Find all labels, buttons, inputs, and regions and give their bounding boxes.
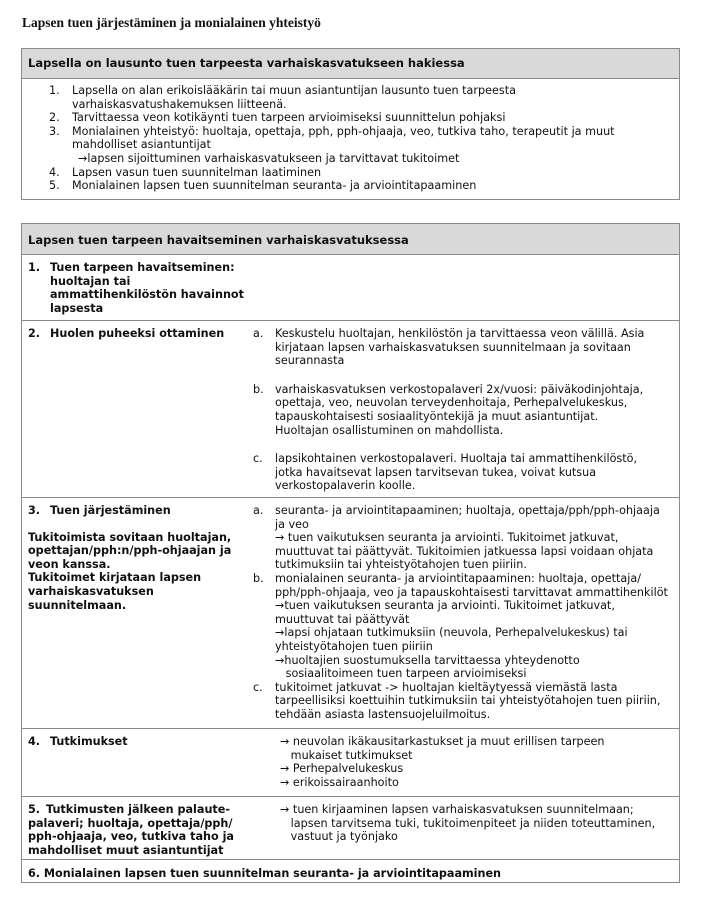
- arrow-line: vastuut ja työnjako: [280, 830, 398, 844]
- support-need-table: [21, 223, 680, 883]
- item-line: → tuen vaikutuksen seuranta ja arviointi. Tukitoimet jatkuvat,: [275, 531, 619, 545]
- list-number: 3.: [49, 124, 60, 138]
- table-row: [22, 860, 679, 888]
- list-text: Lapsen vasun tuen suunnitelman laatiminen: [72, 165, 322, 179]
- row-title-line: palaveri; huoltaja, opettaja/pph/: [28, 816, 233, 830]
- list-text: mahdolliset asiantuntijat: [72, 138, 211, 152]
- list-item: [22, 111, 679, 125]
- diagnosis-box-header: Lapsella on lausunto tuen tarpeesta varhaiskasvatukseen hakiessa: [22, 49, 679, 79]
- item-letter: a.: [253, 504, 264, 517]
- list-number: 1.: [49, 84, 60, 97]
- item-line: seurannasta: [275, 354, 345, 368]
- item-line: lapsikohtainen verkostopalaveri. Huoltaja tai ammattihenkilöstö,: [275, 452, 638, 466]
- row-number: 5.: [28, 803, 41, 816]
- row-number: 2.: [28, 327, 41, 340]
- list-number: 2.: [49, 111, 60, 125]
- list-sub-item: [22, 152, 679, 166]
- row-content: [253, 327, 677, 493]
- lettered-item: [253, 383, 677, 437]
- item-line: tukitoimet jatkuvat -> huoltajan kieltäytyessä viemästä lasta: [275, 680, 618, 694]
- table-row: [22, 321, 679, 498]
- list-text: →lapsen sijoittuminen varhaiskasvatukseen ja tarvittavat tukitoimet: [78, 151, 460, 165]
- table-row: [22, 498, 679, 729]
- row-desc-line: Tukitoimet kirjataan lapsen: [28, 571, 202, 585]
- arrow-line: mukaiset tutkimukset: [280, 748, 413, 762]
- item-line: yhteistyötahojen tuen piiriin: [275, 639, 433, 653]
- row-title-text: 6. Monialainen lapsen tuen suunnitelman seuranta- ja arviointitapaaminen: [28, 867, 502, 880]
- item-line: tarpeellisiksi koettuihin tutkimuksiin tai yhteistyötahojen tuen piiriin,: [275, 694, 661, 708]
- item-line: pph/pph-ohjaaja, veo ja tapauskohtaisesti tarvittavat ammattihenkilöt: [275, 585, 668, 599]
- item-line: jotka havaitsevat lapsen tarvitsevan tukea, voivat kutsua: [275, 465, 597, 479]
- list-item: [22, 84, 679, 111]
- row-content: [280, 735, 701, 789]
- item-line: →tuen vaikutuksen seuranta ja arviointi. Tukitoimet jatkuvat,: [275, 599, 615, 613]
- item-line: monialainen seuranta- ja arviointitapaaminen: huoltaja, opettaja/: [275, 571, 642, 585]
- row-desc-line: veon kanssa.: [28, 557, 111, 571]
- arrow-line: → tuen kirjaaminen lapsen varhaiskasvatuksen suunnitelmaan;: [280, 803, 634, 816]
- arrow-line: lapsen tarvitsema tuki, tukitoimenpiteet ja niiden toteuttaminen,: [280, 816, 656, 830]
- row-title-line: ammattihenkilöstön havainnot: [50, 288, 244, 302]
- list-item: [22, 166, 679, 180]
- item-line: tutkimuksiin tai yhteistyötahojen tuen piiriin.: [275, 558, 527, 572]
- item-line: Huoltajan osallistuminen on mahdollista.: [275, 423, 504, 437]
- arrow-line: → Perhepalvelukeskus: [280, 762, 404, 776]
- row-desc-line: varhaiskasvatuksen suunnitelmaan.: [28, 584, 154, 612]
- item-line: tehdään asiasta lastensuojeluilmoitus.: [275, 707, 491, 721]
- item-line: seuranta- ja arviointitapaaminen; huoltaja, opettaja/pph/pph-ohjaaja: [275, 504, 660, 517]
- row-number: 4.: [28, 735, 41, 748]
- item-letter: b.: [253, 382, 264, 396]
- item-line: verkostopalaverin koolle.: [275, 479, 416, 493]
- row-title-text: Tutkimukset: [49, 735, 128, 748]
- item-letter: a.: [253, 327, 264, 340]
- row-title-line: Tuen tarpeen havaitseminen:: [50, 261, 235, 274]
- list-number: 5.: [49, 179, 60, 193]
- row-title-text: Huolen puheeksi ottaminen: [50, 327, 225, 340]
- lettered-item: [253, 327, 677, 368]
- document-title: Lapsen tuen järjestäminen ja monialainen yhteistyö: [22, 15, 321, 30]
- row-description: [28, 531, 243, 613]
- item-line: →lapsi ohjataan tutkimuksiin (neuvola, Perhepalvelukeskus) tai: [275, 626, 628, 640]
- row-title-text: Tuen järjestäminen: [50, 504, 171, 517]
- list-item: [22, 125, 679, 152]
- row-number: 3.: [28, 504, 41, 517]
- row-title-line: lapsesta: [50, 301, 104, 315]
- item-letter: c.: [253, 680, 263, 694]
- list-item: [22, 179, 679, 193]
- item-letter: c.: [253, 452, 263, 466]
- table-row: [22, 729, 679, 797]
- row-title: [28, 327, 265, 341]
- item-letter: b.: [253, 571, 264, 585]
- lettered-item: [253, 452, 677, 493]
- item-line: tapauskohtaisesti sosiaalityöntekijä ja muut asiantuntijat.: [275, 409, 599, 423]
- table-row: [22, 255, 679, 321]
- diagnosis-statement-box: [21, 48, 680, 200]
- row-title-line: Tutkimusten jälkeen palaute-: [46, 803, 230, 816]
- row-title-heading: [28, 504, 243, 518]
- item-line: kirjataan lapsen varhaiskasvatuksen suunnitelmaan ja sovitaan: [275, 340, 631, 354]
- list-text: Lapsella on alan erikoislääkärin tai muun asiantuntijan lausunto tuen tarpeesta: [72, 84, 516, 97]
- row-desc-line: opettajan/pph:n/pph-ohjaajan ja: [28, 544, 232, 558]
- row-title-line: pph-ohjaaja, veo, tutkiva taho ja: [28, 830, 234, 844]
- table-row: [22, 797, 679, 860]
- row-title-line: huoltajan tai: [50, 274, 131, 288]
- list-text: Monialainen lapsen tuen suunnitelman seuranta- ja arviointitapaaminen: [72, 179, 477, 193]
- row-title: [28, 504, 243, 612]
- list-number: 4.: [49, 165, 60, 179]
- row-content: [280, 803, 680, 844]
- diagnosis-steps-list: [22, 79, 679, 197]
- arrow-line: → neuvolan ikäkausitarkastukset ja muut erillisen tarpeen: [280, 735, 605, 748]
- item-line: Keskustelu huoltajan, henkilöstön ja tarvittaessa veon välillä. Asia: [275, 327, 645, 340]
- list-text: Tarvittaessa veon kotikäynti tuen tarpeen arvioimiseksi suunnittelun pohjaksi: [72, 111, 506, 125]
- item-line: opettaja, veo, neuvolan terveydenhoitaja, Perhepalvelukeskus,: [275, 396, 628, 410]
- list-text: varhaiskasvatushakemuksen liitteenä.: [72, 97, 287, 111]
- row-number: 1.: [28, 261, 41, 274]
- item-line: muuttuvat tai päättyvät: [275, 612, 410, 626]
- row-content: [253, 504, 677, 722]
- item-line: varhaiskasvatuksen verkostopalaveri 2x/vuosi: päiväkodinjohtaja,: [275, 382, 644, 396]
- support-table-header: Lapsen tuen tarpeen havaitseminen varhaiskasvatuksessa: [22, 224, 679, 255]
- row-desc-line: Tukitoimista sovitaan huoltajan,: [28, 530, 232, 544]
- lettered-item: [253, 681, 677, 722]
- item-line: muuttuvat tai päättyvät. Tukitoimien jatkuessa lapsi voidaan ohjata: [275, 544, 654, 558]
- item-line: sosiaalitoimeen tuen tarpeen arvioimiseksi: [275, 667, 527, 681]
- row-title-line: mahdolliset muut asiantuntijat: [28, 843, 224, 857]
- item-line: ja veo: [275, 517, 309, 531]
- list-text: Monialainen yhteistyö: huoltaja, opettaja, pph, pph-ohjaaja, veo, tutkiva taho, terapeutit ja muut: [72, 124, 615, 138]
- row-title: [28, 735, 243, 749]
- arrow-line: → erikoissairaanhoito: [280, 775, 399, 789]
- lettered-item: [253, 504, 677, 572]
- item-line: →huoltajien suostumuksella tarvittaessa yhteydenotto: [275, 653, 580, 667]
- row-title: [28, 803, 243, 857]
- lettered-item: [253, 572, 677, 681]
- row-title: [28, 261, 250, 315]
